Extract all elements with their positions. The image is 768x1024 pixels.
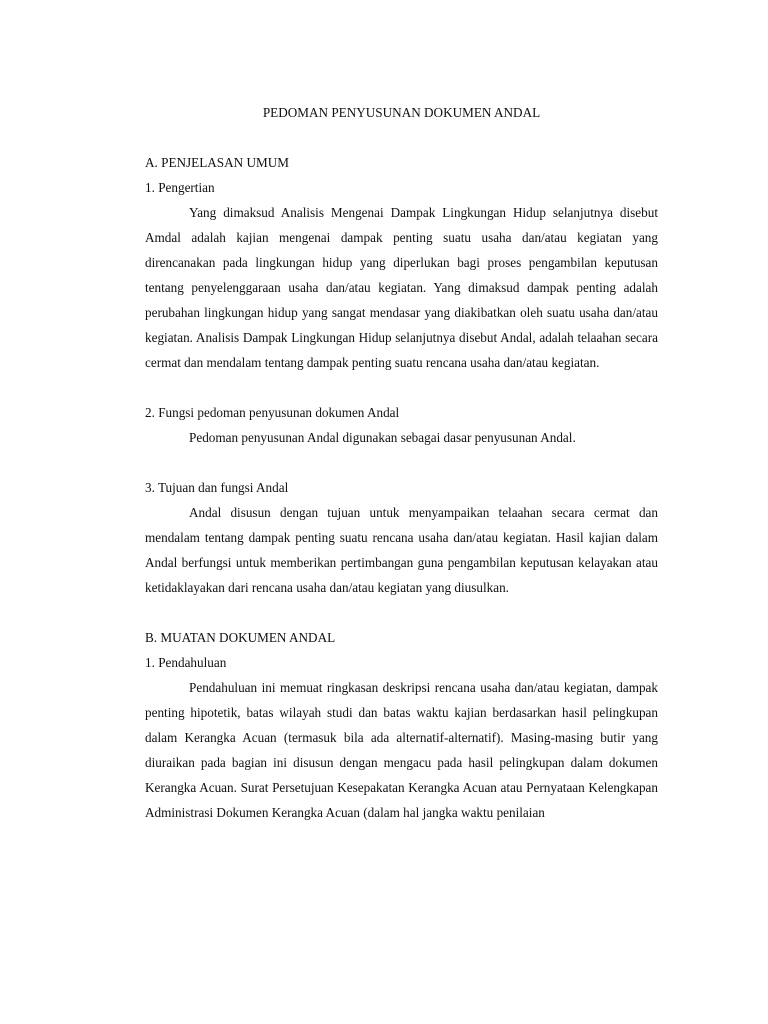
section-a-sub3-heading: 3. Tujuan dan fungsi Andal xyxy=(145,480,289,495)
document-title: PEDOMAN PENYUSUNAN DOKUMEN ANDAL xyxy=(262,105,541,120)
section-a-sub1-heading: 1. Pengertian xyxy=(145,180,215,195)
spacer xyxy=(145,450,658,475)
section-b-heading: B. MUATAN DOKUMEN ANDAL xyxy=(145,630,336,645)
section-a-sub2-paragraph: Pedoman penyusunan Andal digunakan sebagai dasar penyusunan Andal. xyxy=(189,430,576,445)
section-b-sub1-heading: 1. Pendahuluan xyxy=(145,655,227,670)
section-a-sub1-paragraph: Yang dimaksud Analisis Mengenai Dampak Lingkungan Hidup selanjutnya disebut Amdal adalah kajian mengenai dampak penting suatu usaha dan/atau kegiatan yang direncanakan pada lingkungan hidup yang diperlukan bagi proses pengambilan keputusan tentang penyelenggaraan usaha dan/atau kegiatan. Yang dimaksud dampak penting adalah perubahan lingkungan hidup yang sangat mendasar yang diakibatkan oleh suatu usaha dan/atau kegiatan. Analisis Dampak Lingkungan Hidup selanjutnya disebut Andal, adalah telaahan secara cermat dan mendalam tentang dampak penting suatu rencana usaha dan/atau kegiatan. xyxy=(145,205,658,370)
spacer xyxy=(145,125,658,150)
section-a-heading: A. PENJELASAN UMUM xyxy=(145,155,289,170)
section-a-sub3-paragraph: Andal disusun dengan tujuan untuk menyampaikan telaahan secara cermat dan mendalam tentang dampak penting suatu rencana usaha dan/atau kegiatan. Hasil kajian dalam Andal berfungsi untuk memberikan pertimbangan guna pengambilan keputusan kelayakan atau ketidaklayakan dari rencana usaha dan/atau kegiatan yang diusulkan. xyxy=(145,505,658,595)
spacer xyxy=(145,375,658,400)
section-a-sub2-heading: 2. Fungsi pedoman penyusunan dokumen Andal xyxy=(145,405,400,420)
section-b-sub1-paragraph: Pendahuluan ini memuat ringkasan deskripsi rencana usaha dan/atau kegiatan, dampak penting hipotetik, batas wilayah studi dan batas waktu kajian berdasarkan hasil pelingkupan dalam Kerangka Acuan (termasuk bila ada alternatif-alternatif). Masing-masing butir yang diuraikan pada bagian ini disusun dengan mengacu pada hasil pelingkupan dalam dokumen Kerangka Acuan. Surat Persetujuan Kesepakatan Kerangka Acuan atau Pernyataan Kelengkapan Administrasi Dokumen Kerangka Acuan (dalam hal jangka waktu penilaian xyxy=(145,680,658,820)
document-page xyxy=(145,100,658,825)
spacer xyxy=(145,600,658,625)
